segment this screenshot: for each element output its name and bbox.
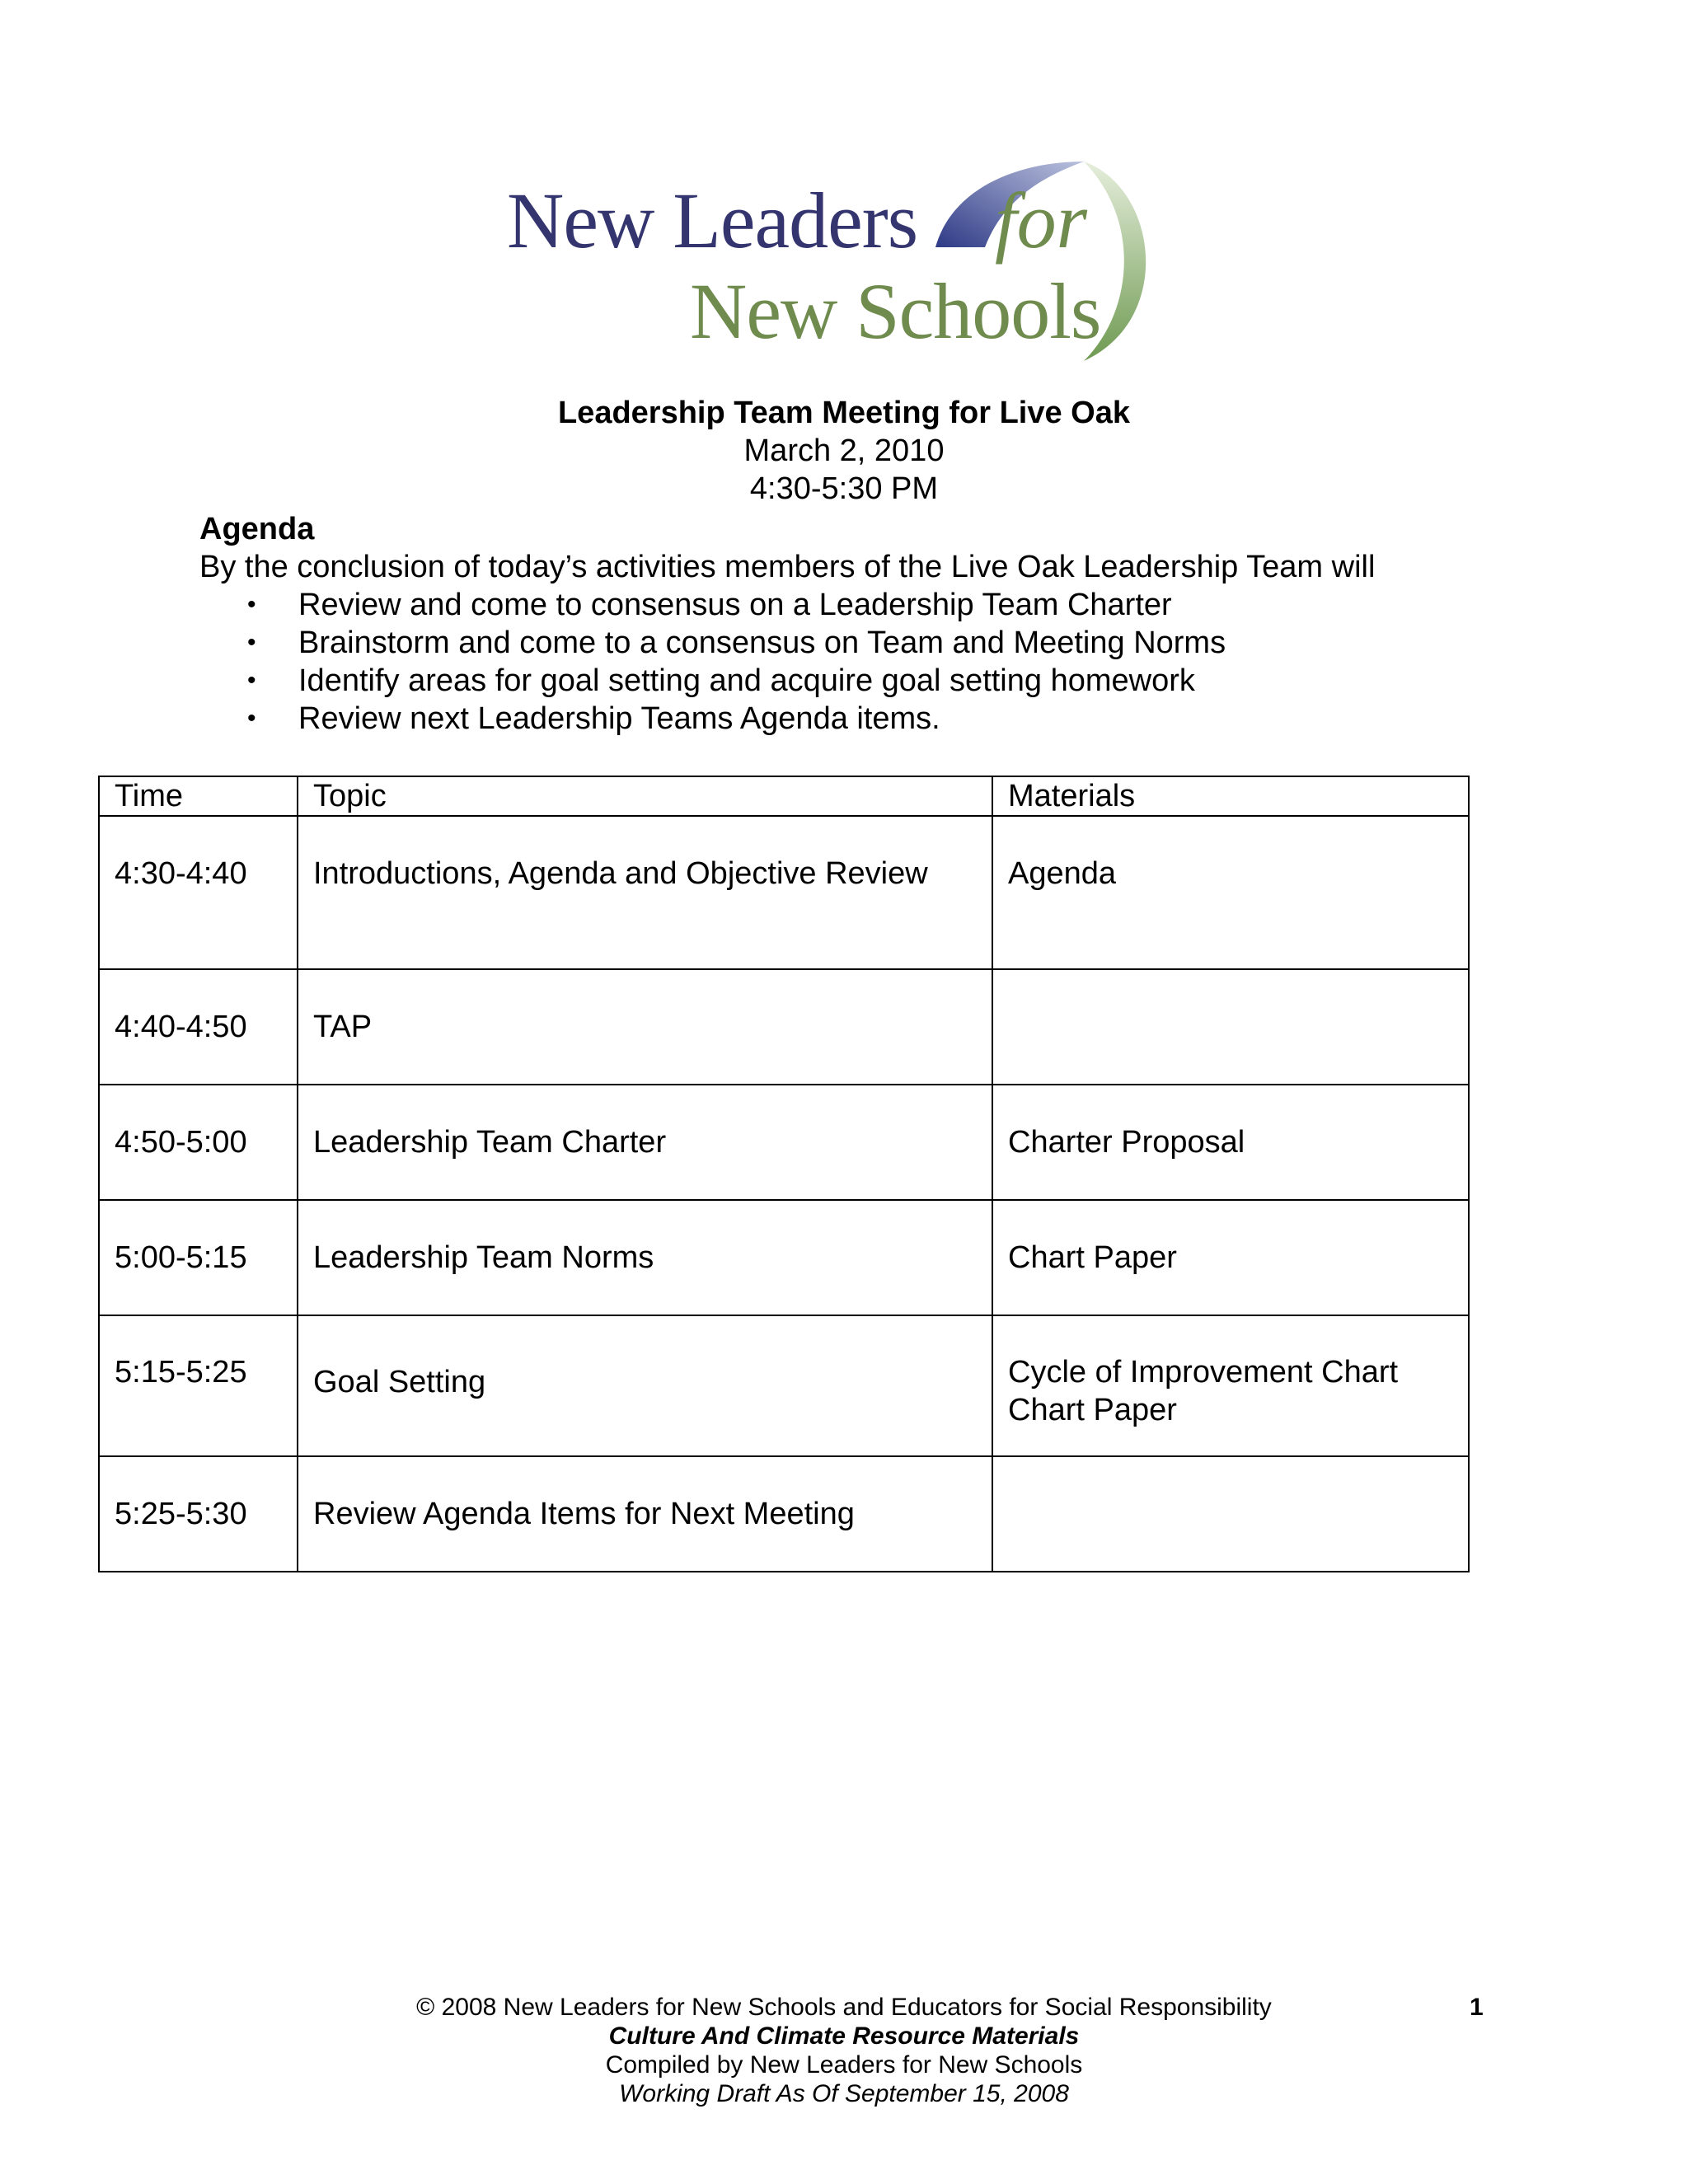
- table-row: [99, 1200, 1469, 1315]
- objective-list: [199, 586, 1535, 738]
- column-header-topic: Topic: [298, 776, 992, 816]
- agenda-objectives: [199, 510, 1535, 738]
- cell-materials: [992, 1456, 1469, 1572]
- document-header: [0, 394, 1688, 508]
- meeting-date: March 2, 2010: [743, 434, 945, 468]
- cell-materials: Chart Paper: [992, 1200, 1469, 1315]
- logo-line-2: New Schools: [690, 267, 1101, 355]
- objective-item: • Identify areas for goal setting and acquire goal setting homework: [247, 663, 1195, 698]
- cell-topic: Goal Setting: [298, 1315, 992, 1456]
- cell-time: 4:50-5:00: [99, 1085, 298, 1200]
- cell-materials: Charter Proposal: [992, 1085, 1469, 1200]
- logo-graphic: [507, 155, 1183, 369]
- cell-time: 5:15-5:25: [99, 1315, 298, 1456]
- footer-series: Culture And Climate Resource Materials: [608, 2022, 1080, 2050]
- column-header-materials: Materials: [992, 776, 1469, 816]
- agenda-intro: By the conclusion of today’s activities members of the Live Oak Leadership Team will: [199, 550, 1376, 584]
- cell-time: 5:25-5:30: [99, 1456, 298, 1572]
- objective-item: • Brainstorm and come to a consensus on Team and Meeting Norms: [247, 626, 1226, 660]
- agenda-heading: Agenda: [199, 512, 315, 546]
- cell-time: 4:30-4:40: [99, 816, 298, 969]
- cell-topic: TAP: [298, 969, 992, 1085]
- bullet-icon: •: [247, 629, 256, 656]
- page-number: 1: [1470, 1994, 1484, 2021]
- meeting-title: Leadership Team Meeting for Live Oak: [557, 396, 1131, 430]
- cell-materials: [992, 969, 1469, 1085]
- bullet-icon: •: [247, 705, 256, 732]
- cell-materials: Cycle of Improvement Chart Chart Paper: [992, 1315, 1469, 1456]
- table-header-row: [99, 776, 1469, 816]
- logo-for: for: [995, 176, 1088, 265]
- cell-time: 5:00-5:15: [99, 1200, 298, 1315]
- table-row: [99, 1085, 1469, 1200]
- cell-time: 4:40-4:50: [99, 969, 298, 1085]
- logo-line-1: New Leaders: [507, 176, 918, 265]
- objective-item: • Review next Leadership Teams Agenda items.: [247, 701, 940, 736]
- table-row: [99, 969, 1469, 1085]
- footer-copyright: © 2008 New Leaders for New Schools and Educators for Social Responsibility: [416, 1994, 1272, 2021]
- footer-draft: Working Draft As Of September 15, 2008: [619, 2080, 1069, 2107]
- bullet-icon: •: [247, 591, 256, 618]
- meeting-time: 4:30-5:30 PM: [749, 471, 939, 506]
- cell-topic: Leadership Team Norms: [298, 1200, 992, 1315]
- objective-item: • Review and come to consensus on a Leadership Team Charter: [247, 588, 1172, 622]
- organization-logo: [507, 155, 1183, 369]
- table-row: [99, 816, 1469, 969]
- bullet-icon: •: [247, 667, 256, 694]
- cell-materials: Agenda: [992, 816, 1469, 969]
- table-row: [99, 1456, 1469, 1572]
- footer-compiled: Compiled by New Leaders for New Schools: [605, 2051, 1083, 2079]
- cell-topic: Introductions, Agenda and Objective Review: [298, 816, 992, 969]
- cell-topic: Review Agenda Items for Next Meeting: [298, 1456, 992, 1572]
- page-footer: [0, 1993, 1688, 2108]
- cell-topic: Leadership Team Charter: [298, 1085, 992, 1200]
- column-header-time: Time: [99, 776, 298, 816]
- agenda-table: [98, 776, 1470, 1572]
- table-row: [99, 1315, 1469, 1456]
